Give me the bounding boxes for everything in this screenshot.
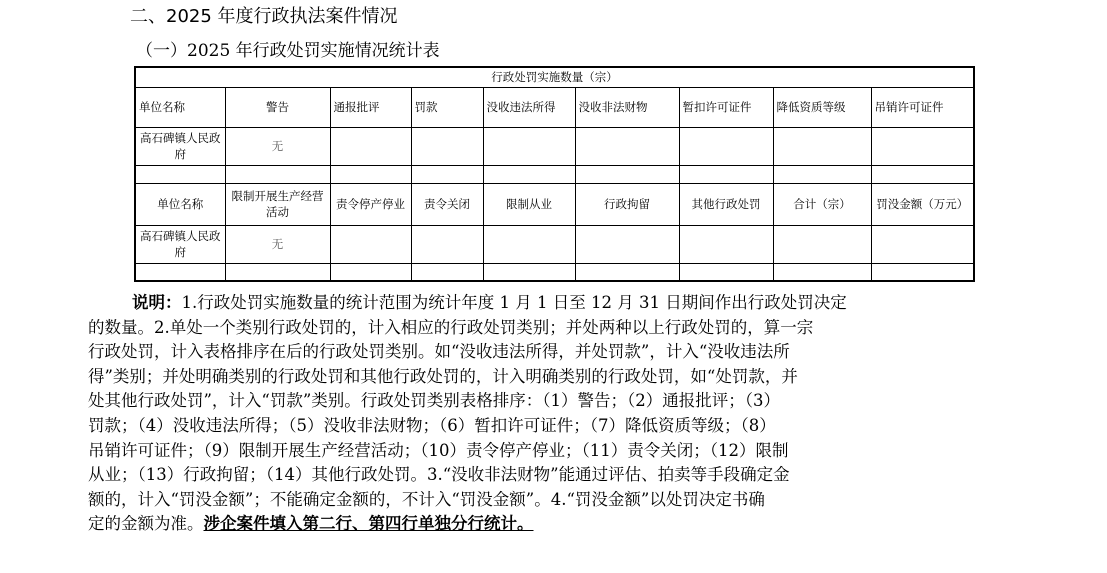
header-cell: 没收违法所得 bbox=[483, 87, 575, 127]
header-cell: 通报批评 bbox=[330, 87, 411, 127]
notes-label: 说明： bbox=[132, 293, 182, 312]
notes-line: 从业；（13）行政拘留；（14）其他行政处罚。3.“没收非法财物”能通过评估、拍卖等手段确定金 bbox=[88, 465, 790, 485]
empty-cell bbox=[773, 225, 871, 263]
empty-cell bbox=[679, 263, 773, 281]
table-row bbox=[135, 165, 974, 183]
header-cell: 警告 bbox=[225, 87, 330, 127]
header-cell: 合计（宗） bbox=[773, 183, 871, 225]
empty-cell bbox=[483, 127, 575, 165]
empty-cell bbox=[679, 225, 773, 263]
table-row bbox=[135, 263, 974, 281]
header-span-cell: 行政处罚实施数量（宗） bbox=[135, 67, 974, 87]
header-cell: 限制开展生产经营活动 bbox=[225, 183, 330, 225]
empty-cell bbox=[483, 263, 575, 281]
empty-cell bbox=[483, 225, 575, 263]
notes-line: 额的，计入“罚没金额”；不能确定金额的，不计入“罚没金额”。4.“罚没金额”以处罚决定书确 bbox=[88, 489, 765, 509]
empty-cell bbox=[411, 165, 483, 183]
header-cell: 限制从业 bbox=[483, 183, 575, 225]
empty-cell bbox=[679, 165, 773, 183]
empty-cell bbox=[225, 165, 330, 183]
notes-emphasis: 涉企案件填入第二行、第四行单独分行统计。 bbox=[203, 514, 534, 534]
empty-cell bbox=[411, 225, 483, 263]
table-row bbox=[135, 225, 974, 263]
none-value-cell: 无 bbox=[225, 225, 330, 263]
header-cell: 吊销许可证件 bbox=[871, 87, 974, 127]
empty-cell bbox=[135, 263, 225, 281]
penalty-stats-table bbox=[134, 66, 975, 282]
unit-name-cell: 高石碑镇人民政府 bbox=[135, 225, 225, 263]
header-cell: 单位名称 bbox=[135, 183, 225, 225]
empty-cell bbox=[330, 127, 411, 165]
empty-cell bbox=[483, 165, 575, 183]
notes-line: 得”类别；并处明确类别的行政处罚和其他行政处罚的，计入明确类别的行政处罚，如“处罚款，并 bbox=[88, 366, 798, 386]
header-cell: 单位名称 bbox=[135, 87, 225, 127]
empty-cell bbox=[871, 165, 974, 183]
empty-cell bbox=[575, 225, 679, 263]
empty-cell bbox=[575, 263, 679, 281]
header-cell: 没收非法财物 bbox=[575, 87, 679, 127]
header-cell: 降低资质等级 bbox=[773, 87, 871, 127]
table-row bbox=[135, 127, 974, 165]
notes-text: 1.行政处罚实施数量的统计范围为统计年度 1 月 1 日至 12 月 31 日期间作出行政处罚决定 bbox=[181, 293, 847, 312]
empty-cell bbox=[330, 225, 411, 263]
notes-line: 罚款；（4）没收违法所得；（5）没收非法财物；（6）暂扣许可证件；（7）降低资质等级；（8） bbox=[88, 415, 776, 435]
notes-line: 吊销许可证件；（9）限制开展生产经营活动；（10）责令停产停业；（11）责令关闭；（12）限制 bbox=[88, 440, 789, 460]
header-cell: 责令停产停业 bbox=[330, 183, 411, 225]
unit-name-cell: 高石碑镇人民政府 bbox=[135, 127, 225, 165]
notes-line bbox=[88, 291, 1016, 316]
header-cell: 责令关闭 bbox=[411, 183, 483, 225]
empty-cell bbox=[575, 127, 679, 165]
notes-line: 行政处罚，计入表格排序在后的行政处罚类别。如“没收违法所得，并处罚款”，计入“没收违法所 bbox=[88, 342, 790, 362]
notes-line: 的数量。2.单处一个类别行政处罚的，计入相应的行政处罚类别；并处两种以上行政处罚的，算一宗 bbox=[88, 317, 814, 337]
header-cell: 罚款 bbox=[411, 87, 483, 127]
empty-cell bbox=[871, 225, 974, 263]
empty-cell bbox=[411, 127, 483, 165]
section-title: 二、2025 年度行政执法案件情况 bbox=[130, 6, 398, 27]
empty-cell bbox=[225, 263, 330, 281]
table-row bbox=[135, 183, 974, 225]
empty-cell bbox=[330, 165, 411, 183]
empty-cell bbox=[871, 127, 974, 165]
notes-line bbox=[88, 512, 1016, 537]
none-value-cell: 无 bbox=[225, 127, 330, 165]
header-cell: 行政拘留 bbox=[575, 183, 679, 225]
notes-line: 处其他行政处罚”，计入“罚款”类别。行政处罚类别表格排序：（1）警告；（2）通报批评；（3） bbox=[88, 391, 781, 411]
header-cell: 罚没金额（万元） bbox=[871, 183, 974, 225]
empty-cell bbox=[871, 263, 974, 281]
empty-cell bbox=[135, 165, 225, 183]
header-cell: 其他行政处罚 bbox=[679, 183, 773, 225]
table-title: （一）2025 年行政处罚实施情况统计表 bbox=[136, 41, 440, 61]
table-row bbox=[135, 67, 974, 87]
empty-cell bbox=[773, 263, 871, 281]
empty-cell bbox=[575, 165, 679, 183]
empty-cell bbox=[411, 263, 483, 281]
empty-cell bbox=[330, 263, 411, 281]
header-cell: 暂扣许可证件 bbox=[679, 87, 773, 127]
notes-text: 定的金额为准。 bbox=[88, 514, 204, 534]
empty-cell bbox=[679, 127, 773, 165]
table-row bbox=[135, 87, 974, 127]
empty-cell bbox=[773, 165, 871, 183]
empty-cell bbox=[773, 127, 871, 165]
notes-paragraph bbox=[88, 291, 1016, 537]
